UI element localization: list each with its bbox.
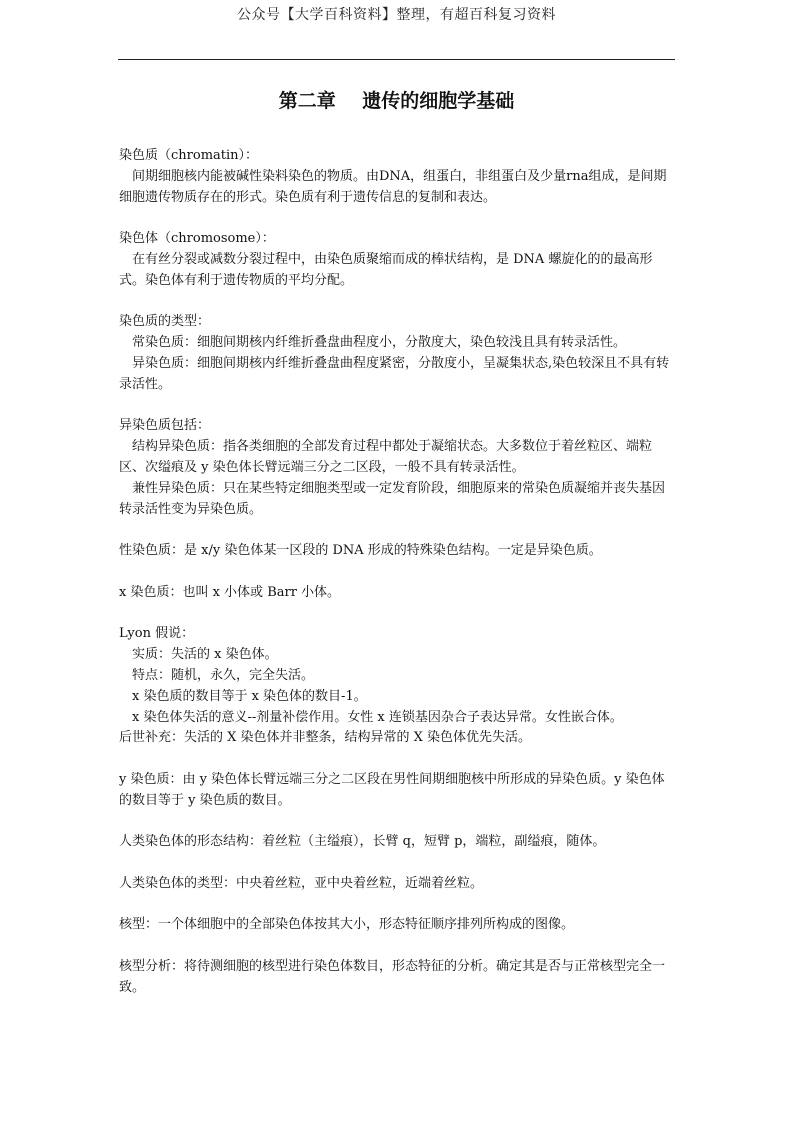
section-heading: Lyon 假说： <box>119 626 195 642</box>
section-11 <box>119 915 677 936</box>
paragraph-line: 特点：随机，永久，完全失活。 <box>132 667 315 683</box>
section-heading: 异染色质包括： <box>119 418 211 434</box>
section-heading: x 染色质：也叫 x 小体或 Barr 小体。 <box>119 584 341 600</box>
paragraph-line: x 染色质的数目等于 x 染色体的数目-1。 <box>132 688 367 704</box>
page-header: 公众号【大学百科资料】整理，有超百科复习资料 <box>237 7 556 23</box>
paragraph-line: 异染色质：细胞间期核内纤维折叠盘曲程度紧密，分散度小，呈凝集状态,染色较深且不具有转录活性。 <box>119 355 670 392</box>
section-12 <box>119 957 677 999</box>
section-7 <box>119 624 677 749</box>
section-heading: 性染色质：是 x/y 染色体某一区段的 DNA 形成的特殊染色结构。一定是异染色质。 <box>119 543 602 559</box>
section-heading: 人类染色体的形态结构：着丝粒（主缢痕），长臂 q，短臂 p，端粒，副缢痕，随体。 <box>119 834 606 850</box>
section-heading: 核型分析：将待测细胞的核型进行染色体数目，形态特征的分析。确定其是否与正常核型完全一致。 <box>119 959 666 995</box>
section-5 <box>119 541 677 562</box>
section-heading: y 染色质：由 y 染色体长臂远端三分之二区段在男性间期细胞核中所形成的异染色质。y 染色体的数目等于 y 染色质的数目。 <box>119 771 665 808</box>
section-heading: 染色质的类型： <box>119 314 211 330</box>
paragraph-line: 后世补充：失活的 X 染色体并非整条，结构异常的 X 染色体优先失活。 <box>119 730 532 746</box>
chapter-title: 第二章 遗传的细胞学基础 <box>278 90 515 112</box>
section-10 <box>119 874 677 895</box>
section-4 <box>119 416 677 520</box>
document-body <box>119 146 677 999</box>
paragraph-line: 间期细胞核内能被碱性染料染色的物质。由DNA，组蛋白，非组蛋白及少量rna组成，是间期细胞遗传物质存在的形式。染色质有利于遗传信息的复制和表达。 <box>119 168 667 205</box>
section-9 <box>119 832 677 853</box>
paragraph-line: 常染色质：细胞间期核内纤维折叠盘曲程度小，分散度大，染色较浅且具有转录活性。 <box>132 335 627 351</box>
section-6 <box>119 583 677 604</box>
section-heading: 人类染色体的类型：中央着丝粒，亚中央着丝粒，近端着丝粒。 <box>119 875 484 891</box>
section-heading: 染色体（chromosome）： <box>119 231 275 247</box>
section-heading: 染色质（chromatin）： <box>119 148 259 163</box>
paragraph-line: 实质：失活的 x 染色体。 <box>132 647 278 663</box>
section-heading: 核型：一个体细胞中的全部染色体按其大小，形态特征顺序排列所构成的图像。 <box>119 917 575 933</box>
section-8 <box>119 770 677 812</box>
paragraph-line: x 染色体失活的意义--剂量补偿作用。女性 x 连锁基因杂合子表达异常。女性嵌合体。 <box>132 709 623 725</box>
section-1 <box>119 146 677 208</box>
paragraph-line: 结构异染色质：指各类细胞的全部发育过程中都处于凝缩状态。大多数位于着丝粒区、端粒区、次缢痕及 y 染色体长臂远端三分之二区段，一般不具有转录活性。 <box>119 439 653 475</box>
paragraph-line: 兼性异染色质：只在某些特定细胞类型或一定发育阶段，细胞原来的常染色质凝缩并丧失基因转录活性变为异染色质。 <box>119 480 666 517</box>
section-2 <box>119 229 677 291</box>
section-3 <box>119 312 677 395</box>
paragraph-line: 在有丝分裂或减数分裂过程中，由染色质聚缩而成的棒状结构，是 DNA 螺旋化的的最高形式。染色体有利于遗传物质的平均分配。 <box>119 251 653 288</box>
header-divider <box>118 59 675 60</box>
